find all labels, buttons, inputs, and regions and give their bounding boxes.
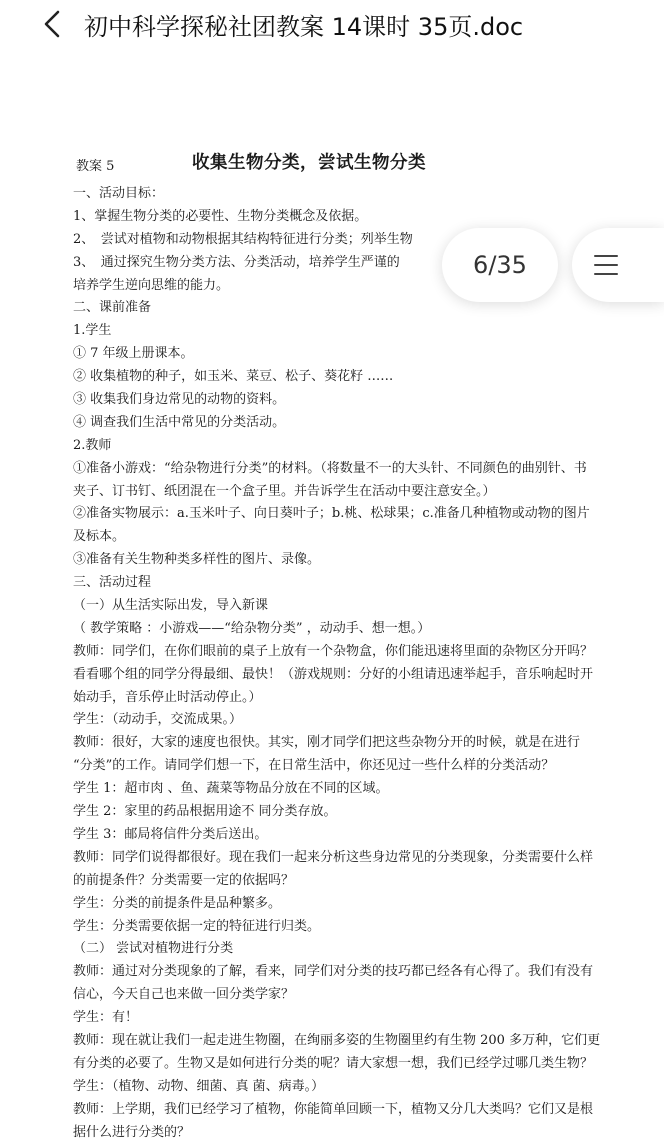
document-line: 二、课前准备 [73, 300, 152, 316]
document-line: 学生：（植物、动物、细菌、真 菌、病毒。） [73, 1078, 325, 1094]
document-line: 学生 2：家里的药品根据用途不 同分类存放。 [73, 804, 337, 820]
document-line: （ 教学策略 ：小游戏——“给杂物分类” ，动动手、想一想。） [73, 620, 431, 636]
document-line: 看看哪个组的同学分得最细、最快！（游戏规则：分好的小组请迅速举起手，音乐响起时开 [73, 666, 594, 682]
document-line: ① 7 年级上册课本。 [73, 346, 194, 362]
document-line: ② 收集植物的种子，如玉米、菜豆、松子、葵花籽 …… [73, 369, 394, 385]
document-line: 2.教师 [73, 437, 112, 453]
document-line: 三、活动过程 [73, 575, 152, 591]
document-line: ②准备实物展示：a.玉米叶子、向日葵叶子；b.桃、松球果；c.准备几种植物或动物的图片 [73, 506, 590, 522]
lesson-number: 教案 5 [76, 159, 115, 174]
chevron-left-icon [41, 10, 63, 38]
document-line: 始动手，音乐停止时活动停止。） [73, 689, 262, 705]
document-line: ③ 收集我们身边常见的动物的资料。 [73, 392, 286, 408]
document-line: 教师：通过对分类现象的了解，看来，同学们对分类的技巧都已经各有心得了。我们有没有 [73, 964, 594, 980]
document-line: 1、掌握生物分类的必要性、生物分类概念及依据。 [73, 208, 368, 224]
document-line: 教师：同学们说得都很好。现在我们一起来分析这些身边常见的分类现象，分类需要什么样 [73, 849, 594, 865]
document-line: 教师：现在就让我们一起走进生物圈，在绚丽多姿的生物圈里约有生物 200 多万种，它们更 [73, 1032, 601, 1048]
document-line: 学生 1：超市肉 、鱼、蔬菜等物品分放在不同的区域。 [73, 781, 389, 797]
document-line: （二） 尝试对植物进行分类 [73, 941, 234, 957]
lesson-heading [76, 149, 636, 173]
back-button[interactable] [32, 4, 72, 44]
document-line: 夹子、订书钉、纸团混在一个盒子里。并告诉学生在活动中要注意安全。） [73, 483, 496, 499]
document-page[interactable] [0, 48, 640, 1140]
document-line: 学生：分类的前提条件是品种繁多。 [73, 895, 282, 911]
document-line: 教师：上学期，我们已经学习了植物，你能简单回顾一下，植物又分几大类吗？它们又是根 [73, 1101, 594, 1117]
page-indicator[interactable]: 6/35 [442, 228, 558, 302]
document-line: 教师：同学们，在你们眼前的桌子上放有一个杂物盒，你们能迅速将里面的杂物区分开吗？ [73, 643, 594, 659]
document-line: 学生：有！ [73, 1010, 139, 1026]
document-line: 学生：分类需要依据一定的特征进行归类。 [73, 918, 321, 934]
document-line: ③准备有关生物种类多样性的图片、录像。 [73, 552, 321, 568]
menu-icon [594, 255, 618, 275]
document-line: （一）从生活实际出发，导入新课 [73, 598, 269, 614]
document-title: 初中科学探秘社团教案 14课时 35页.doc [84, 12, 524, 41]
document-body [73, 183, 640, 1144]
menu-button[interactable] [572, 228, 664, 302]
document-line: “分类”的工作。请同学们想一下，在日常生活中，你还见过一些什么样的分类活动？ [73, 758, 555, 774]
document-line: 1.学生 [73, 323, 112, 339]
top-bar [0, 0, 640, 49]
document-line: 有分类的必要了。生物又是如何进行分类的呢？请大家想一想，我们已经学过哪几类生物？ [73, 1055, 594, 1071]
document-line: 据什么进行分类的？ [73, 1124, 191, 1140]
lesson-title: 收集生物分类，尝试生物分类 [192, 153, 426, 173]
document-line: ①准备小游戏：“给杂物进行分类”的材料。（将数量不一的大头针、不同颜色的曲别针、书 [73, 460, 587, 476]
document-line: 的前提条件？分类需要一定的依据吗？ [73, 872, 295, 888]
document-line: 学生 3：邮局将信件分类后送出。 [73, 826, 268, 842]
document-line: 信心，今天自己也来做一回分类学家？ [73, 987, 295, 1003]
document-line: 及标本。 [73, 529, 126, 545]
document-line: ④ 调查我们生活中常见的分类活动。 [73, 414, 286, 430]
document-line: 教师：很好，大家的速度也很快。其实，刚才同学们把这些杂物分开的时候，就是在进行 [73, 735, 581, 751]
document-line: 培养学生逆向思维的能力。 [73, 277, 230, 293]
document-line: 2、 尝试对植物和动物根据其结构特征进行分类；列举生物 [73, 231, 413, 247]
document-line: 一、活动目标： [73, 186, 165, 201]
document-line: 3、 通过探究生物分类方法、分类活动，培养学生严谨的 [73, 254, 400, 270]
document-line: 学生：（动动手，交流成果。） [73, 712, 243, 728]
